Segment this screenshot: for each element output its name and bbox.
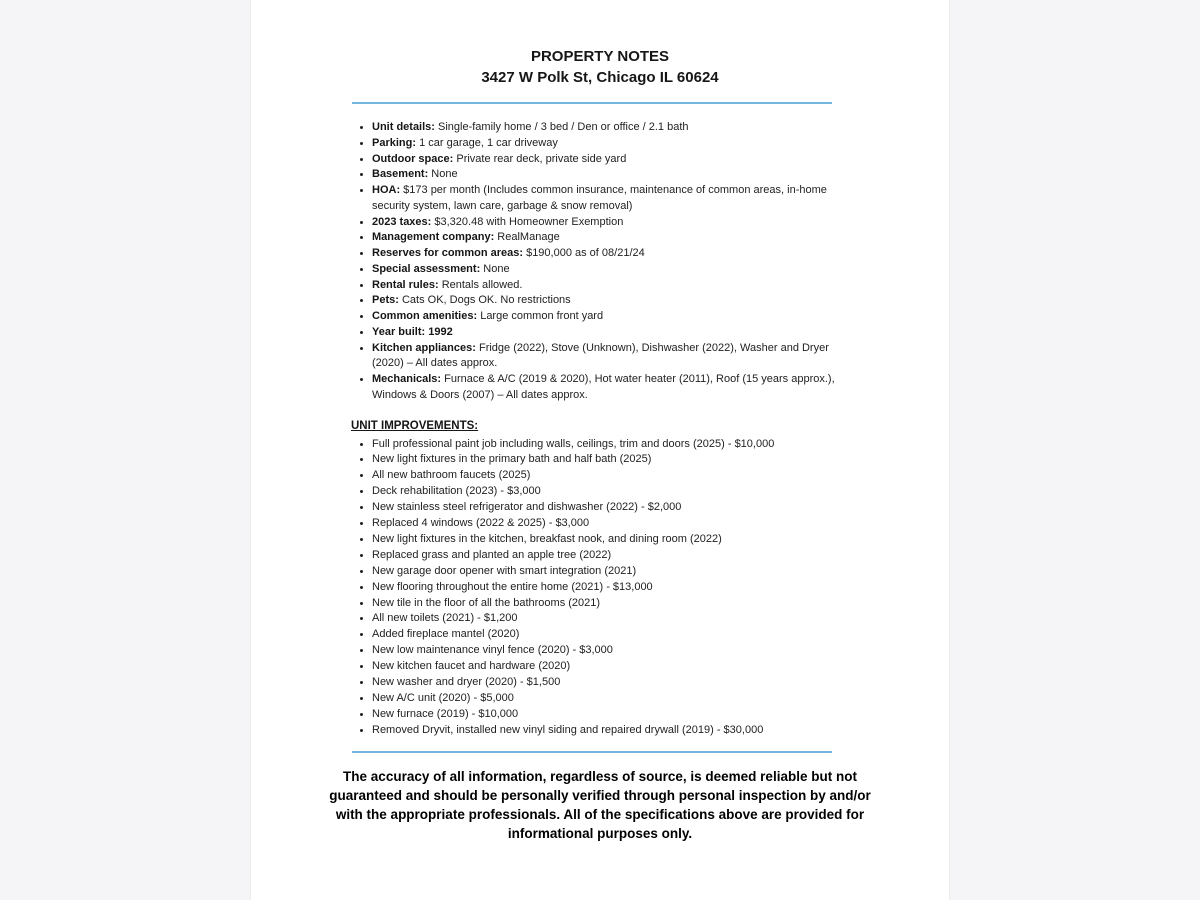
improvement-item: • New A/C unit (2020) - $5,000 [372,691,847,707]
improvement-item: • Deck rehabilitation (2023) - $3,000 [372,484,847,500]
document-page [251,0,949,900]
property-detail-item: • Kitchen appliances: Fridge (2022), Stove (Unknown), Dishwasher (2022), Washer and Dryer (2020) – All dates approx. [372,341,847,373]
property-detail-label: HOA: [372,184,401,196]
improvement-item: • New flooring throughout the entire home (2021) - $13,000 [372,580,847,596]
improvements-heading: UNIT IMPROVEMENTS: [351,419,479,432]
property-detail-label: Basement: [372,168,429,181]
property-detail-label: Unit details: [372,121,435,133]
improvement-item: • All new toilets (2021) - $1,200 [372,611,847,627]
property-detail-item: • Reserves for common areas: $190,000 as of 08/21/24 [372,246,847,262]
property-detail-label: 2023 taxes: [372,215,432,228]
property-detail-label: Reserves for common areas: [372,247,524,259]
improvement-item: • New kitchen faucet and hardware (2020) [372,659,847,675]
property-detail-label: Rental rules: [372,278,439,291]
property-detail-item: • Basement: None [372,167,847,183]
property-detail-item: • Special assessment: None [372,262,847,278]
improvement-item: • Full professional paint job including walls, ceilings, trim and doors (2025) - $10,000 [372,437,847,453]
improvement-item: • New washer and dryer (2020) - $1,500 [372,675,847,691]
property-detail-label: Outdoor space: [372,152,454,165]
property-details-list [251,120,949,404]
property-detail-item: • Management company: RealManage [372,230,847,246]
unit-improvements-list [251,437,949,739]
disclaimer-text: The accuracy of all information, regardless of source, is deemed reliable but not guaranteed and should be personally verified through personal inspection by and/or with the appropriate professionals. All of the specifications above are provided for informational purposes only. [329,768,871,841]
document-title: PROPERTY NOTES [530,48,670,65]
improvement-item: • Replaced 4 windows (2022 & 2025) - $3,000 [372,516,847,532]
property-detail-item: • Parking: 1 car garage, 1 car driveway [372,136,847,152]
property-detail-label: Year built: 1992 [372,325,453,338]
property-detail-item: • Common amenities: Large common front yard [372,309,847,325]
improvement-item: • New furnace (2019) - $10,000 [372,707,847,723]
improvement-item: • New stainless steel refrigerator and dishwasher (2022) - $2,000 [372,500,847,516]
property-detail-item: • HOA: $173 per month (Includes common insurance, maintenance of common areas, in-home security system, lawn care, garbage & snow removal) [372,183,847,215]
property-detail-item: • Outdoor space: Private rear deck, private side yard [372,152,847,168]
property-detail-item: • Pets: Cats OK, Dogs OK. No restrictions [372,293,847,309]
improvement-item: • New low maintenance vinyl fence (2020) - $3,000 [372,643,847,659]
property-detail-label: Kitchen appliances: [372,341,476,354]
improvement-item: • Removed Dryvit, installed new vinyl siding and repaired drywall (2019) - $30,000 [372,723,847,739]
property-detail-label: Pets: [372,294,399,307]
property-detail-item [372,325,847,341]
improvement-item: • New light fixtures in the kitchen, breakfast nook, and dining room (2022) [372,532,847,548]
property-detail-label: Common amenities: [372,310,478,322]
improvement-item: • All new bathroom faucets (2025) [372,468,847,484]
top-divider [352,102,832,104]
improvement-item: • Added fireplace mantel (2020) [372,627,847,643]
document-address: 3427 W Polk St, Chicago IL 60624 [481,69,719,86]
property-detail-item: • Unit details: Single-family home / 3 bed / Den or office / 2.1 bath [372,120,847,136]
improvement-item: • Replaced grass and planted an apple tree (2022) [372,548,847,564]
property-detail-item: • 2023 taxes: $3,320.48 with Homeowner Exemption [372,215,847,231]
property-detail-label: Management company: [372,231,495,244]
property-detail-label: Parking: [372,136,417,149]
property-detail-item: • Rental rules: Rentals allowed. [372,278,847,294]
property-detail-label: Mechanicals: [372,373,442,385]
bottom-divider [352,751,832,753]
improvement-item: • New tile in the floor of all the bathrooms (2021) [372,596,847,612]
property-detail-label: Special assessment: [372,262,481,275]
property-detail-item: • Mechanicals: Furnace & A/C (2019 & 2020), Hot water heater (2011), Roof (15 years approx.), Windows & Doors (2007) – All dates approx. [372,372,847,404]
improvement-item: • New garage door opener with smart integration (2021) [372,564,847,580]
improvement-item: • New light fixtures in the primary bath and half bath (2025) [372,452,847,468]
